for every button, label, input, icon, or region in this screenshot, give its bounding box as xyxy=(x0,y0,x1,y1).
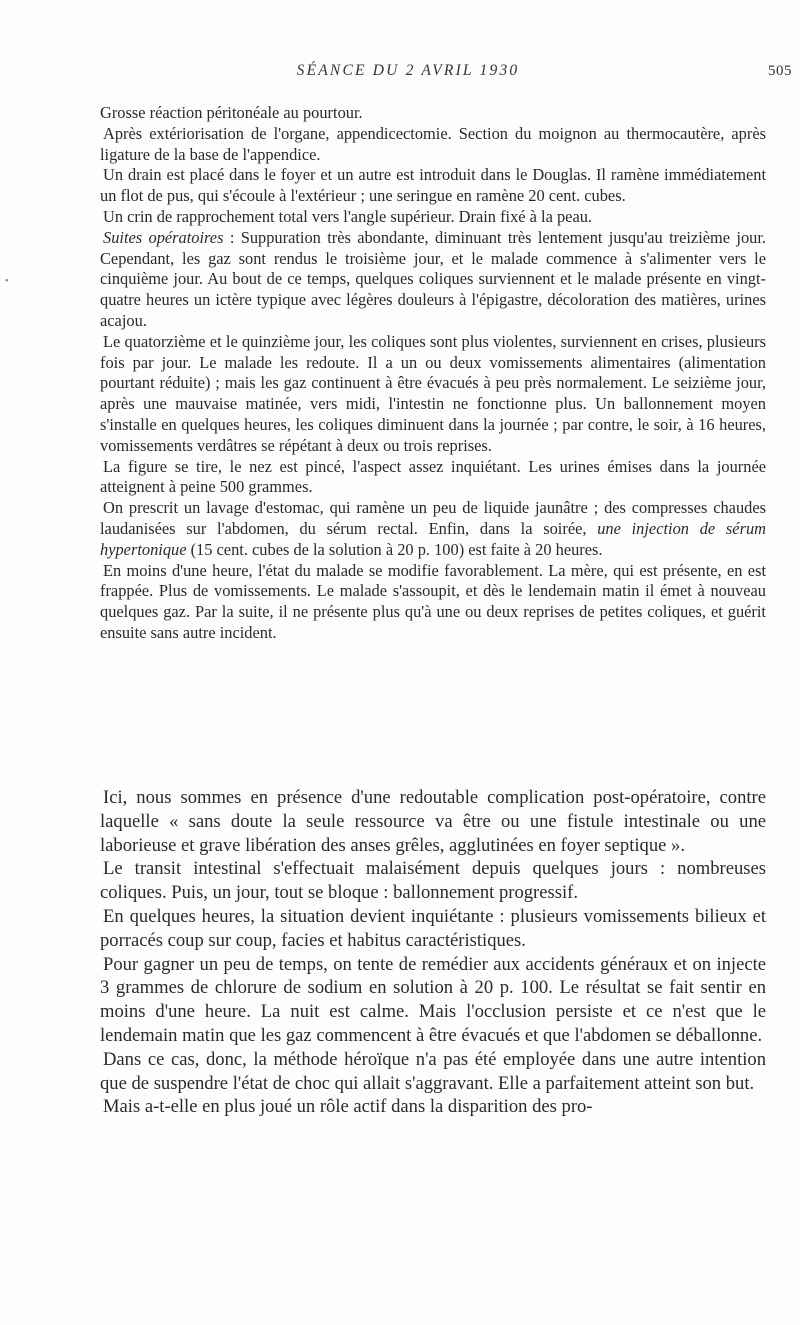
paragraph: Un drain est placé dans le foyer et un autre est introduit dans le Douglas. Il ramène immédiatement un flot de pus, qui s'écoule à l'extérieur ; une seringue en ramène 20 cent. cubes. xyxy=(100,165,766,206)
paragraph: Un crin de rapprochement total vers l'angle supérieur. Drain fixé à la peau. xyxy=(103,206,593,226)
paragraph: Grosse réaction péritonéale au pourtour. xyxy=(100,103,363,122)
paragraph xyxy=(100,498,766,560)
section-label: Suites opératoires xyxy=(103,227,224,247)
paragraph: En quelques heures, la situation devient inquiétante : plusieurs vomissements bilieux et porracés coup sur coup, facies et habitus caractéristiques. xyxy=(100,905,766,951)
paragraph-text: On prescrit un lavage d'estomac, qui ramène un peu de liquide jaunâtre ; des compresses chaudes laudanisées sur l'abdomen, du sérum rectal. Enfin, dans la soirée, xyxy=(100,498,766,538)
paragraph: Le transit intestinal s'effectuait malaisément depuis quelques jours : nombreuses coliques. Puis, un jour, tout se bloque : ballonnement progressif. xyxy=(100,858,766,904)
paragraph: Mais a-t-elle en plus joué un rôle actif dans la disparition des pro- xyxy=(103,1096,593,1118)
observation-text xyxy=(100,103,766,644)
page-number: 505 xyxy=(768,63,792,79)
paragraph-text: : Suppuration très abondante, diminuant très lentement jusqu'au treizième jour. Cependant, les gaz sont rendus le troisième jour, et le malade commence à s'alimenter vers le cinquième jour. Au bout de ce temps, quelques coliques surviennent et le malade présente en vingt-quatre heures un ictère typique avec légères douleurs à l'épigastre, décoloration des matières, urines acajou. xyxy=(100,227,766,330)
running-header xyxy=(0,62,800,86)
paragraph: En moins d'une heure, l'état du malade se modifie favorablement. La mère, qui est présente, en est frappée. Plus de vomissements. Le malade s'assoupit, et dès le lendemain matin il émet à nouveau quelques gaz. Par la suite, il ne présente plus qu'à une ou deux reprises de petites coliques, et guérit ensuite sans autre incident. xyxy=(100,560,766,642)
commentary-text xyxy=(100,786,766,1119)
paragraph: Pour gagner un peu de temps, on tente de remédier aux accidents généraux et on injecte 3 grammes de chlorure de sodium en solution à 20 p. 100. Le résultat se fait sentir en moins d'une heure. La nuit est calme. Mais l'occlusion persiste et ce n'est que le lendemain matin que les gaz commencent à être évacués et que l'abdomen se déballonne. xyxy=(100,953,766,1046)
header-title: SÉANCE DU 2 AVRIL 1930 xyxy=(296,62,520,79)
paragraph: Le quatorzième et le quinzième jour, les coliques sont plus violentes, surviennent en crises, plusieurs fois par jour. Le malade les redoute. Il a un ou deux vomissements alimentaires (alimentation pourtant réduite) ; mais les gaz continuent à être évacués à peu près normalement. Le seizième jour, après une mauvaise matinée, vers midi, l'intestin ne fonctionne plus. Un ballonnement moyen s'installe en quelques heures, les coliques diminuent dans la journée ; par contre, le soir, à 16 heures, vomissements verdâtres se répétant à deux ou trois reprises. xyxy=(100,331,766,455)
paragraph xyxy=(100,228,766,332)
paragraph: Dans ce cas, donc, la méthode héroïque n'a pas été employée dans une autre intention que de suspendre l'état de choc qui allait s'aggravant. Elle a parfaitement atteint son but. xyxy=(100,1048,766,1094)
emphasis: une injection de sérum hypertonique xyxy=(100,518,766,559)
paragraph-text: (15 cent. cubes de la solution à 20 p. 100) est faite à 20 heures. xyxy=(186,539,603,559)
paragraph: La figure se tire, le nez est pincé, l'aspect assez inquiétant. Les urines émises dans la journée atteignent à peine 500 grammes. xyxy=(100,456,766,497)
paragraph: Ici, nous sommes en présence d'une redoutable complication post-opératoire, contre laquelle « sans doute la seule ressource va être ou une fistule intestinale ou une laborieuse et grave libération des anses grêles, agglutinées en foyer septique ». xyxy=(100,787,766,856)
margin-mark: • xyxy=(5,276,9,287)
paragraph: Après extériorisation de l'organe, appendicectomie. Section du moignon au thermocautère, après ligature de la base de l'appendice. xyxy=(100,123,766,164)
